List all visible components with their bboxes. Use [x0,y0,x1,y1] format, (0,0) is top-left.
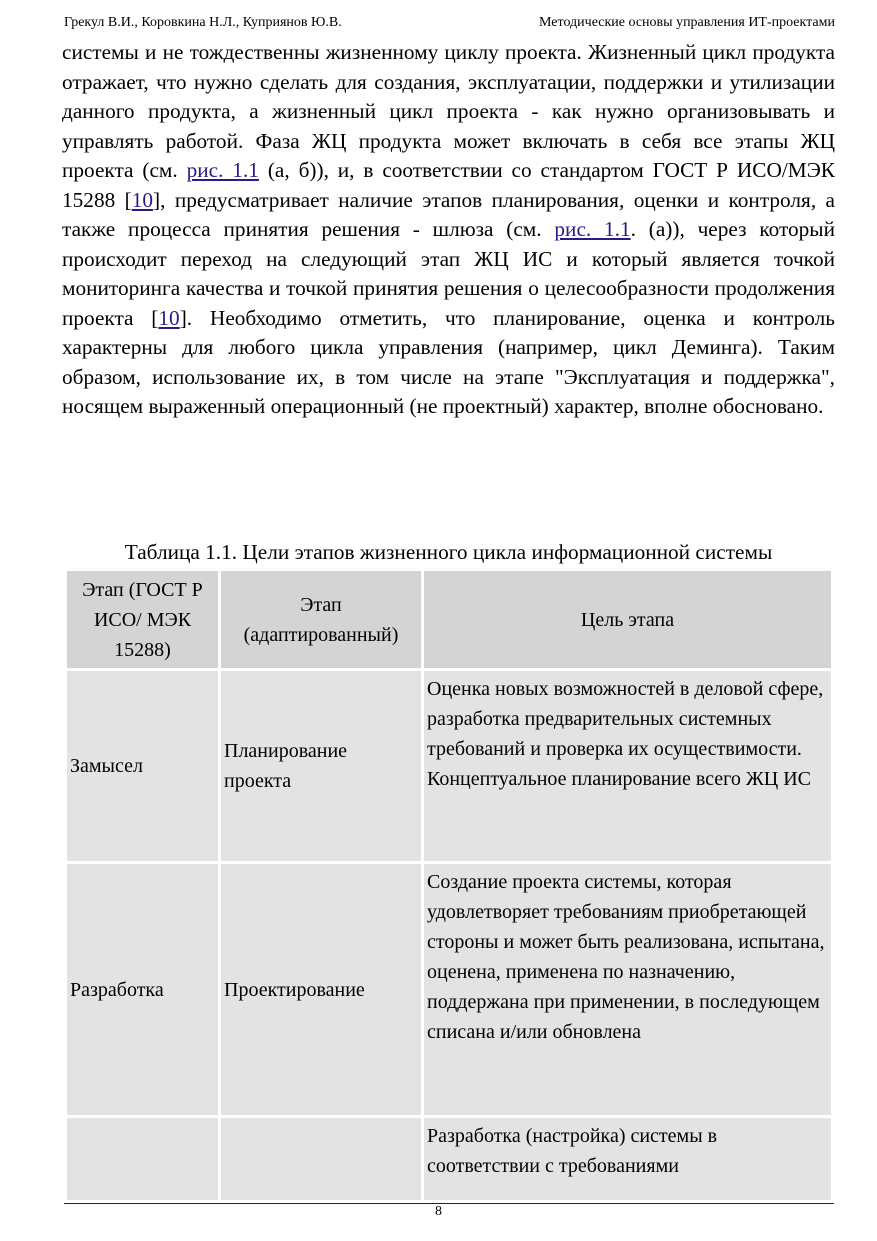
running-header [64,15,835,35]
cell-goal: Оценка новых возможностей в деловой сфере, разработка предварительных системных требований и проверка их осуществимости. Концептуальное планирование всего ЖЦ ИС [424,671,831,861]
header-cell-stage-goal: Цель этапа [424,571,831,668]
header-cell-gost-stage: Этап (ГОСТ Р ИСО/ МЭК 15288) [67,571,218,668]
cell-goal: Разработка (настройка) системы в соответствии с требованиями [424,1118,831,1200]
cell-stage: Замысел [67,671,218,861]
header-cell-adapted-stage: Этап (адаптированный) [221,571,421,668]
text-segment: (а, б)), и, в соответствии со стандартом ГОСТ Р ИСО/МЭК 15288 [ [62,158,835,212]
header-authors: Грекул В.И., Коровкина Н.Л., Куприянов Ю.В. [64,15,342,30]
table-caption: Таблица 1.1. Цели этапов жизненного цикла информационной системы [124,540,773,564]
cell-adapted [221,1118,421,1200]
cell-adapted: Проектирование [221,864,421,1115]
text-segment: ], предусматривает наличие этапов планирования, оценки и контроля, а также процесса принятия решения - шлюза (см. [62,187,835,241]
lifecycle-stages-table [64,568,834,1204]
figure-link-1-1[interactable]: рис. 1.1 [186,158,259,182]
reference-link-10[interactable]: 10 [158,305,180,330]
text-segment: . (а)), через который происходит переход на следующий этап ЖЦ ИС и который является точкой мониторинга качества и точкой принятия решения о целесообразности продолжения проекта [ [62,217,835,330]
cell-stage [67,1118,218,1200]
cell-goal: Создание проекта системы, которая удовлетворяет требованиям приобретающей стороны и может быть реализована, испытана, оценена, применена по назначению, поддержана при применении, в последующем списана и/или обновлена [424,864,831,1115]
reference-link-10[interactable]: 10 [131,187,154,212]
text-segment: системы и не тождественны жизненному циклу проекта. Жизненный цикл продукта отражает, что нужно сделать для создания, эксплуатации, поддержки и утилизации данного продукта, а жизненный цикл проекта - как нужно организовывать и управлять работой. Фаза ЖЦ продукта может включать в себя все этапы ЖЦ проекта (см. [62,40,835,182]
cell-adapted: Планирование проекта [221,671,421,861]
table-row [67,1118,831,1200]
table-row [67,864,831,1115]
table-row [67,671,831,861]
figure-link-1-1[interactable]: рис. 1.1 [554,217,631,241]
cell-stage: Разработка [67,864,218,1115]
header-title: Методические основы управления ИТ-проектами [539,15,835,30]
text-segment: ]. Необходимо отметить, что планирование, оценка и контроль характерны для любого цикла управления (например, цикл Деминга). Таким образом, использование их, в том числе на этапе "Эксплуатация и поддержка", носящем выраженный операционный (не проектный) характер, вполне обосновано. [62,305,835,418]
body-paragraph [62,38,835,422]
table-header-row [67,571,831,668]
page-number: 8 [435,1204,442,1219]
